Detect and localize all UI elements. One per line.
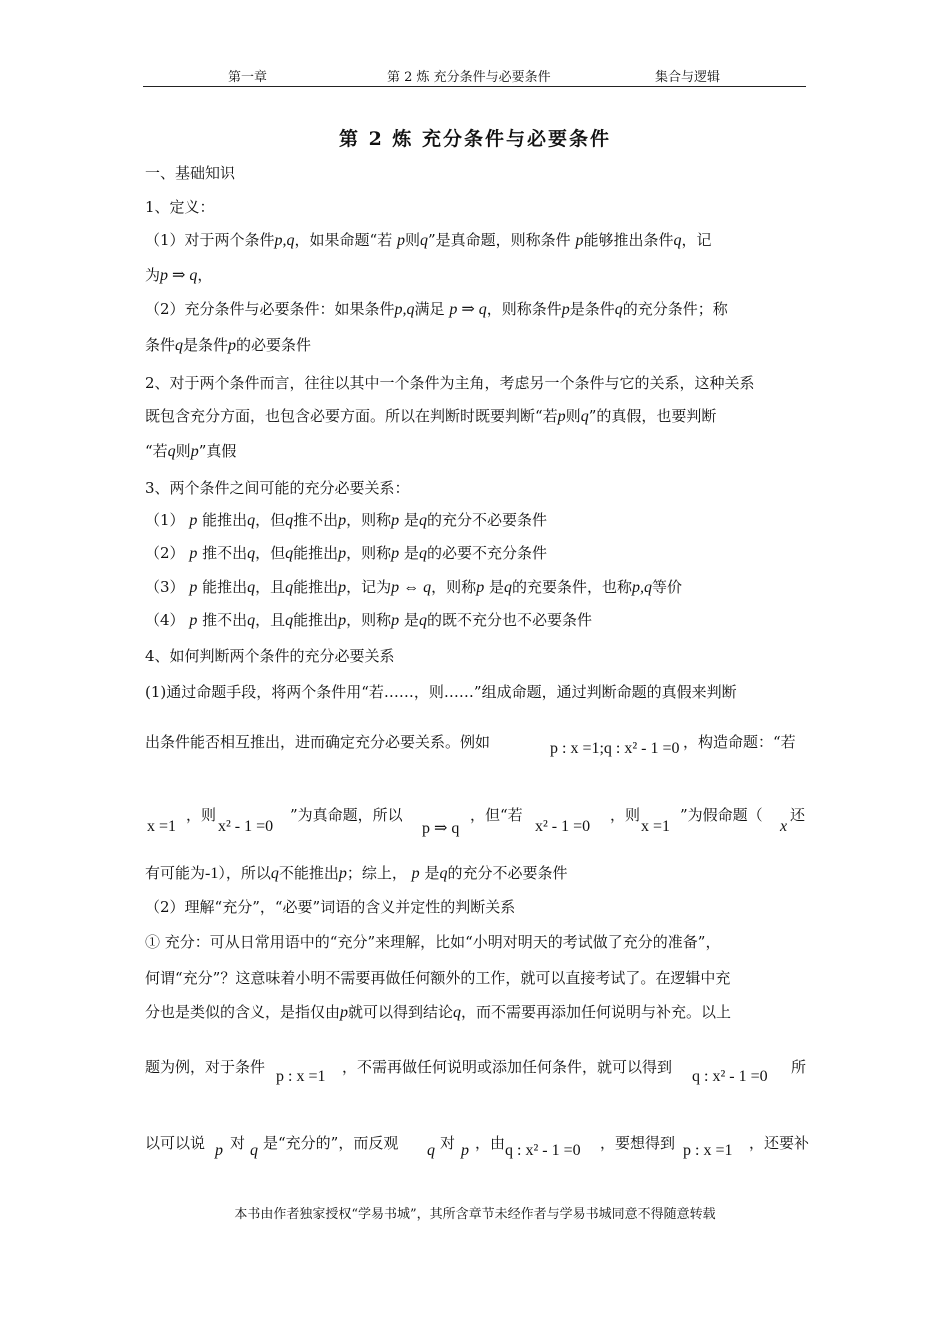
- formula-x-eq-1-b: x =1: [641, 818, 671, 835]
- method-2-line-5f: ，要想得到: [600, 1134, 676, 1152]
- method-2-heading: （2）理解“充分”，“必要”词语的含义并定性的判断关系: [145, 898, 516, 916]
- var-p: p: [215, 1142, 223, 1159]
- method-2-line-5c: 是“充分的”，而反观: [263, 1134, 399, 1152]
- definition-heading: 1、定义：: [145, 198, 215, 216]
- method-1-line-3d: ，则: [610, 806, 641, 824]
- header-topic: 集合与逻辑: [655, 70, 721, 85]
- method-1-line-3e: ”为假命题（: [680, 806, 763, 824]
- method-1-line-3b: ”为真命题，所以: [290, 806, 403, 824]
- point-4-heading: 4、如何判断两个条件的充分必要关系: [145, 647, 395, 665]
- formula-x-eq-1: x =1: [147, 818, 177, 835]
- formula-q-x2: q : x² - 1 =0: [692, 1068, 768, 1085]
- var-q-2: q: [427, 1142, 435, 1159]
- method-2-line-5d: 对: [440, 1134, 456, 1152]
- method-1-line-3f: 还: [790, 806, 806, 824]
- definition-1-line-2: 为p ⇒ q，: [145, 266, 213, 284]
- method-2-line-4b: ，不需再做任何说明或添加任何条件，就可以得到: [342, 1058, 673, 1076]
- relation-2: （2） p 推不出q，但q能推出p，则称p 是q的必要不充分条件: [145, 544, 547, 562]
- method-1-line-1: (1)通过命题手段，将两个条件用“若……，则……”组成命题，通过判断命题的真假来判断: [145, 683, 737, 701]
- method-1-line-2: 出条件能否相互推出，进而确定充分必要关系。例如: [145, 733, 491, 751]
- copyright-footer: 本书由作者独家授权“学易书城”，其所含章节未经作者与学易书城同意不得随意转载: [234, 1207, 716, 1222]
- method-2-line-5b: 对: [230, 1134, 246, 1152]
- method-1-line-4: 有可能为-1），所以q不能推出p；综上， p 是q的充分不必要条件: [145, 864, 568, 882]
- formula-p-x-eq-1-b: p : x =1: [683, 1142, 733, 1159]
- method-1-line-3a: ，则: [186, 806, 217, 824]
- method-1-line-3c: ，但“若: [470, 806, 523, 824]
- method-2-line-2: 何谓“充分”？这意味着小明不需要再做任何额外的工作，就可以直接考试了。在逻辑中充: [145, 969, 731, 987]
- formula-x2-minus-1: x² - 1 =0: [218, 818, 274, 835]
- formula-p-x-eq-1: p : x =1: [276, 1068, 326, 1085]
- point-3-heading: 3、两个条件之间可能的充分必要关系：: [145, 479, 410, 497]
- method-2-line-5g: ，还要补: [749, 1134, 810, 1152]
- method-2-line-3: 分也是类似的含义，是指仅由p就可以得到结论q，而不需要再添加任何说明与补充。以上: [145, 1003, 732, 1021]
- header-chapter: 第一章: [228, 70, 268, 85]
- definition-1-line-1: （1）对于两个条件p,q，如果命题“若 p则q”是真命题，则称条件 p能够推出条件q，记: [145, 231, 712, 249]
- formula-x2-minus-1-b: x² - 1 =0: [535, 818, 591, 835]
- header-rule: [143, 86, 806, 87]
- point-2-line-1: 2、对于两个条件而言，往往以其中一个条件为主角，考虑另一个条件与它的关系，这种关系: [145, 374, 755, 392]
- definition-2-line-1: （2）充分条件与必要条件：如果条件p,q满足 p ⇒ q，则称条件p是条件q的充分条件；称: [145, 300, 728, 318]
- formula-q-x2-b: q : x² - 1 =0: [505, 1142, 581, 1159]
- relation-4: （4） p 推不出q，且q能推出p，则称p 是q的既不充分也不必要条件: [145, 611, 592, 629]
- page-title: 第 2 炼 充分条件与必要条件: [338, 128, 612, 150]
- section-heading: 一、基础知识: [145, 164, 236, 182]
- relation-1: （1） p 能推出q，但q推不出p，则称p 是q的充分不必要条件: [145, 511, 547, 529]
- definition-2-line-2: 条件q是条件p的必要条件: [145, 336, 312, 354]
- formula-x: x: [780, 818, 788, 835]
- point-2-line-2: 既包含充分方面，也包含必要方面。所以在判断时既要判断“若p则q”的真假，也要判断: [145, 407, 717, 425]
- header-lesson: 第 2 炼 充分条件与必要条件: [387, 70, 551, 85]
- method-2-line-4c: 所: [791, 1058, 807, 1076]
- method-2-line-5e: ，由: [475, 1134, 506, 1152]
- point-2-line-3: “若q则p”真假: [145, 442, 237, 460]
- method-2-line-1: ① 充分：可从日常用语中的“充分”来理解，比如“小明对明天的考试做了充分的准备”，: [145, 933, 721, 951]
- var-q: q: [250, 1142, 258, 1159]
- formula-p-q-definition: p : x =1;q : x² - 1 =0: [550, 740, 680, 757]
- formula-p-implies-q: p ⇒ q: [422, 820, 460, 837]
- method-2-line-5a: 以可以说: [145, 1134, 206, 1152]
- relation-3: （3） p 能推出q，且q能推出p，记为p ⇔ q，则称p 是q的充要条件，也称p,q等价: [145, 578, 683, 596]
- method-2-line-4a: 题为例，对于条件: [145, 1058, 266, 1076]
- method-1-line-2-tail: ，构造命题：“若: [683, 733, 796, 751]
- var-p-2: p: [461, 1142, 469, 1159]
